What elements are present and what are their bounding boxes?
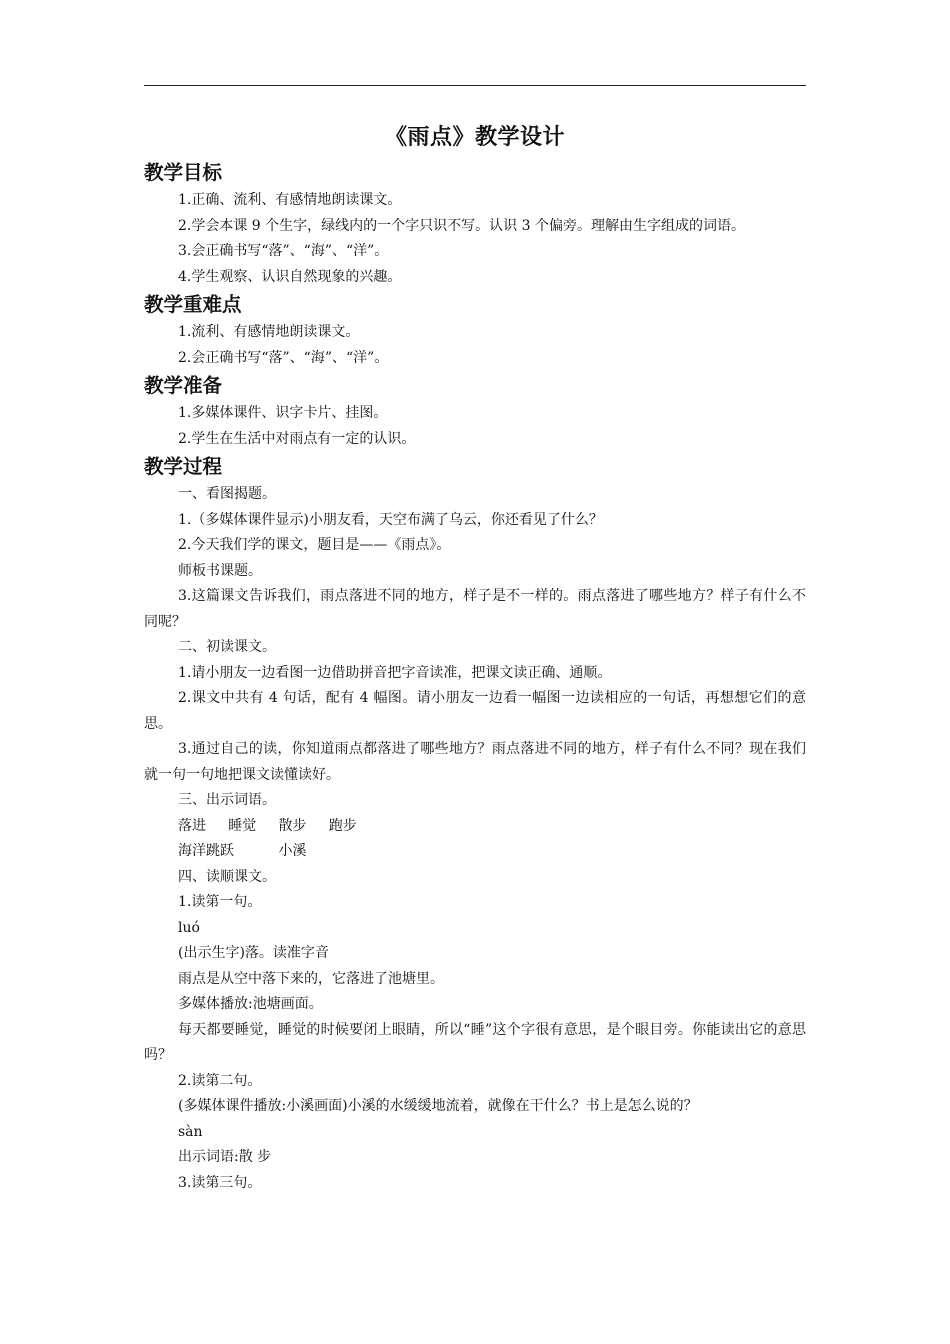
paragraph: 2.读第二句。 — [178, 1072, 262, 1089]
paragraph: 1.读第一句。 — [178, 894, 262, 910]
document-title: 《雨点》教学设计 — [384, 125, 565, 150]
paragraph: 雨点是从空中落下来的，它落进了池塘里。 — [178, 970, 444, 987]
paragraph: 2.今天我们学的课文，题目是——《雨点》。 — [178, 537, 451, 553]
paragraph: 师板书课题。 — [178, 562, 262, 579]
vocabulary-row: 海洋跳跃 小溪 — [178, 843, 307, 859]
section-heading: 教学目标 — [144, 161, 223, 184]
header-rule — [144, 85, 806, 86]
section-teaching-goals — [144, 158, 806, 290]
section-key-difficulties — [144, 290, 806, 371]
paragraph: 一、看图揭题。 — [178, 486, 276, 502]
paragraph: 2.课文中共有 4 句话，配有 4 幅图。请小朋友一边看一幅图一边读相应的一句话，再想想它们的意思。 — [144, 690, 806, 732]
paragraph: 1.多媒体课件、识字卡片、挂图。 — [178, 405, 388, 421]
paragraph: 3.读第三句。 — [178, 1174, 262, 1191]
paragraph: 3.会正确书写“落”、“海”、“洋”。 — [178, 243, 389, 259]
paragraph: 3.这篇课文告诉我们，雨点落进不同的地方，样子是不一样的。雨点落进了哪些地方？样子有什么不同呢？ — [144, 588, 806, 630]
paragraph: 出示词语:散 步 — [178, 1149, 272, 1165]
paragraph: 2.学生在生活中对雨点有一定的认识。 — [178, 430, 416, 447]
paragraph: 3.通过自己的读，你知道雨点都落进了哪些地方？雨点落进不同的地方，样子有什么不同？现在我们就一句一句地把课文读懂读好。 — [144, 741, 806, 783]
paragraph: (多媒体课件播放:小溪画面)小溪的水缓缓地流着，就像在干什么？书上是怎么说的？ — [178, 1098, 698, 1114]
section-heading: 教学准备 — [144, 374, 223, 397]
pinyin-annotation: luó — [178, 919, 200, 936]
paragraph: 三、出示词语。 — [178, 792, 276, 808]
paragraph: 1.请小朋友一边看图一边借助拼音把字音读准，把课文读正确、通顺。 — [178, 664, 612, 681]
paragraph: 1.（多媒体课件显示)小朋友看，天空布满了乌云，你还看见了什么？ — [178, 511, 603, 528]
paragraph: 多媒体播放:池塘画面。 — [178, 996, 323, 1012]
paragraph: (出示生字)落。读准字音 — [178, 945, 329, 961]
section-teaching-process — [144, 452, 806, 1196]
section-heading: 教学重难点 — [144, 293, 242, 316]
pinyin-annotation: sàn — [178, 1123, 203, 1140]
paragraph: 每天都要睡觉，睡觉的时候要闭上眼睛，所以“睡”这个字很有意思，是个眼目旁。你能读出它的意思吗？ — [144, 1021, 806, 1063]
paragraph: 二、初读课文。 — [178, 639, 276, 655]
document-body — [144, 118, 806, 1196]
paragraph: 4.学生观察、认识自然现象的兴趣。 — [178, 268, 402, 285]
section-heading: 教学过程 — [144, 455, 223, 478]
paragraph: 2.会正确书写“落”、“海”、“洋”。 — [178, 349, 389, 366]
paragraph: 四、读顺课文。 — [178, 868, 276, 885]
paragraph: 1.流利、有感情地朗读课文。 — [178, 324, 360, 340]
section-preparation — [144, 371, 806, 452]
paragraph: 1.正确、流利、有感情地朗读课文。 — [178, 192, 402, 208]
vocabulary-row: 落进 睡觉 散步 跑步 — [178, 817, 357, 834]
paragraph: 2.学会本课 9 个生字，绿线内的一个字只识不写。认识 3 个偏旁。理解由生字组成的词语。 — [178, 217, 745, 234]
